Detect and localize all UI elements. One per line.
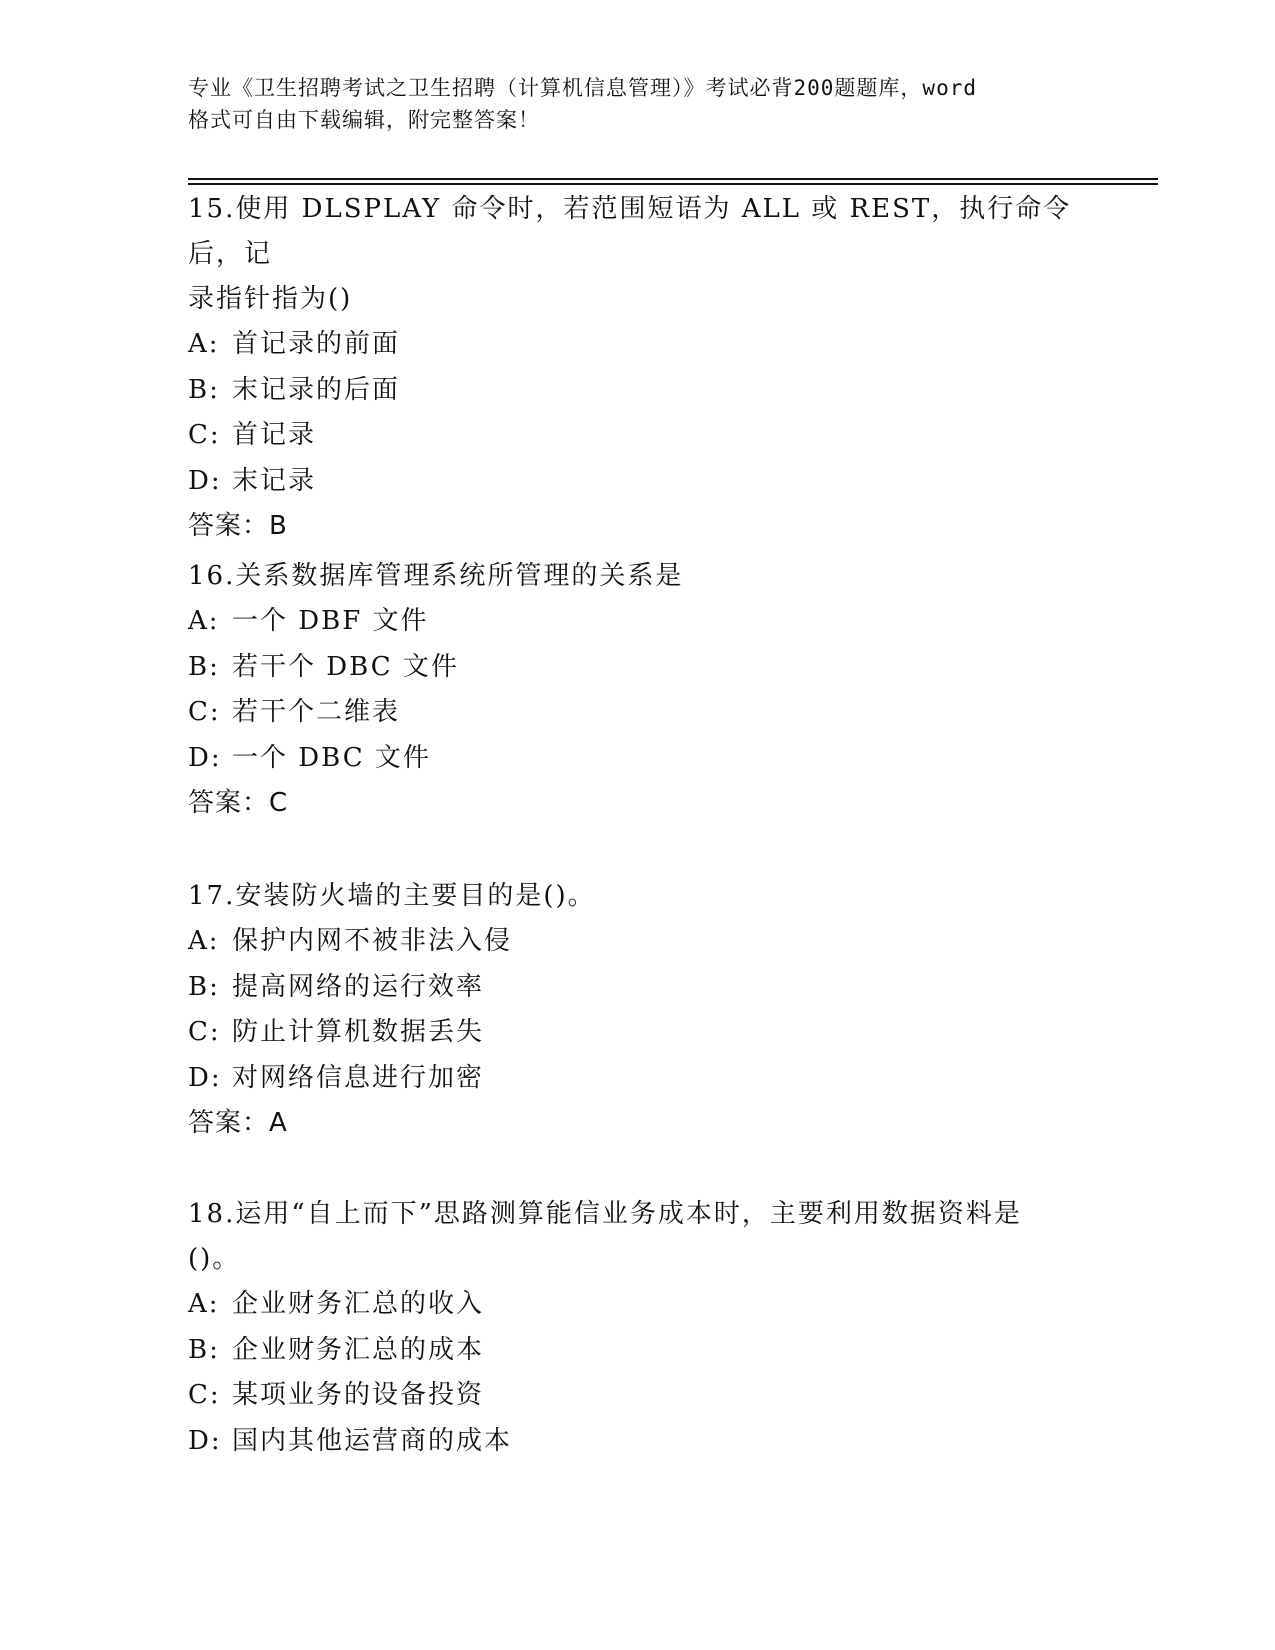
option-letter: C: <box>188 1380 221 1410</box>
option-b <box>188 645 1088 691</box>
answer-line: 答案：C <box>188 788 289 818</box>
option-text: 对网络信息进行加密 <box>232 1062 485 1093</box>
option-letter: D: <box>188 742 222 773</box>
option-letter: A: <box>188 1289 220 1319</box>
option-c <box>188 1010 1088 1056</box>
option-letter: B: <box>188 971 220 1002</box>
option-text: 企业财务汇总的收入 <box>232 1289 485 1319</box>
option-c <box>188 1373 1088 1419</box>
answer-line: 答案：B <box>188 511 288 541</box>
option-text: 首记录 <box>232 420 317 450</box>
option-a <box>188 919 1088 965</box>
option-d <box>188 1419 1088 1465</box>
option-text: 一个 DBF 文件 <box>232 606 429 636</box>
option-letter: C: <box>188 697 221 727</box>
header-line-1: 专业《卫生招聘考试之卫生招聘（计算机信息管理）》考试必背200题题库，word <box>188 76 977 100</box>
option-text: 保护内网不被非法入侵 <box>232 926 513 956</box>
option-text: 防止计算机数据丢失 <box>232 1017 485 1047</box>
question-text-line-1: 18.运用“自上而下”思路测算能信业务成本时，主要利用数据资料是 <box>188 1199 1022 1229</box>
option-text: 末记录 <box>232 465 317 496</box>
option-b <box>188 368 1088 414</box>
option-letter: B: <box>188 651 220 682</box>
option-text: 企业财务汇总的成本 <box>232 1334 485 1365</box>
question-16 <box>188 554 1088 826</box>
option-b <box>188 1328 1088 1374</box>
question-text-line-1: 17.安装防火墙的主要目的是()。 <box>188 881 596 911</box>
option-letter: A: <box>188 329 220 359</box>
question-text-line-2: 录指针指为() <box>188 284 353 314</box>
option-a <box>188 322 1088 368</box>
option-letter: C: <box>188 420 221 450</box>
question-text-line-2: ()。 <box>188 1244 241 1274</box>
question-17 <box>188 874 1088 1146</box>
option-c <box>188 413 1088 459</box>
option-text: 一个 DBC 文件 <box>232 742 431 773</box>
option-text: 若干个 DBC 文件 <box>232 651 459 682</box>
option-letter: D: <box>188 1062 222 1093</box>
answer-line: 答案：A <box>188 1108 288 1138</box>
option-b <box>188 965 1088 1011</box>
option-d <box>188 459 1088 505</box>
option-letter: B: <box>188 374 220 405</box>
option-letter: B: <box>188 1334 220 1365</box>
option-text: 某项业务的设备投资 <box>232 1380 485 1410</box>
option-text: 若干个二维表 <box>232 697 401 727</box>
header-line-2: 格式可自由下载编辑，附完整答案！ <box>188 108 540 132</box>
option-letter: A: <box>188 606 220 636</box>
question-18 <box>188 1192 1088 1464</box>
option-text: 末记录的后面 <box>232 374 401 405</box>
option-a <box>188 599 1088 645</box>
document-header <box>188 72 1088 136</box>
option-letter: C: <box>188 1017 221 1047</box>
question-text-line-1: 16.关系数据库管理系统所管理的关系是 <box>188 561 684 591</box>
question-15 <box>188 187 1088 549</box>
option-letter: D: <box>188 1425 222 1456</box>
header-divider-bottom <box>188 183 1158 185</box>
option-c <box>188 690 1088 736</box>
question-text-line-1: 15.使用 DLSPLAY 命令时，若范围短语为 ALL 或 REST，执行命令后，记 <box>188 194 1072 269</box>
header-divider-top <box>188 178 1158 180</box>
option-d <box>188 1056 1088 1102</box>
option-text: 国内其他运营商的成本 <box>232 1425 513 1456</box>
option-letter: A: <box>188 926 220 956</box>
option-d <box>188 736 1088 782</box>
option-text: 提高网络的运行效率 <box>232 971 485 1002</box>
option-letter: D: <box>188 465 222 496</box>
option-a <box>188 1282 1088 1328</box>
option-text: 首记录的前面 <box>232 329 401 359</box>
